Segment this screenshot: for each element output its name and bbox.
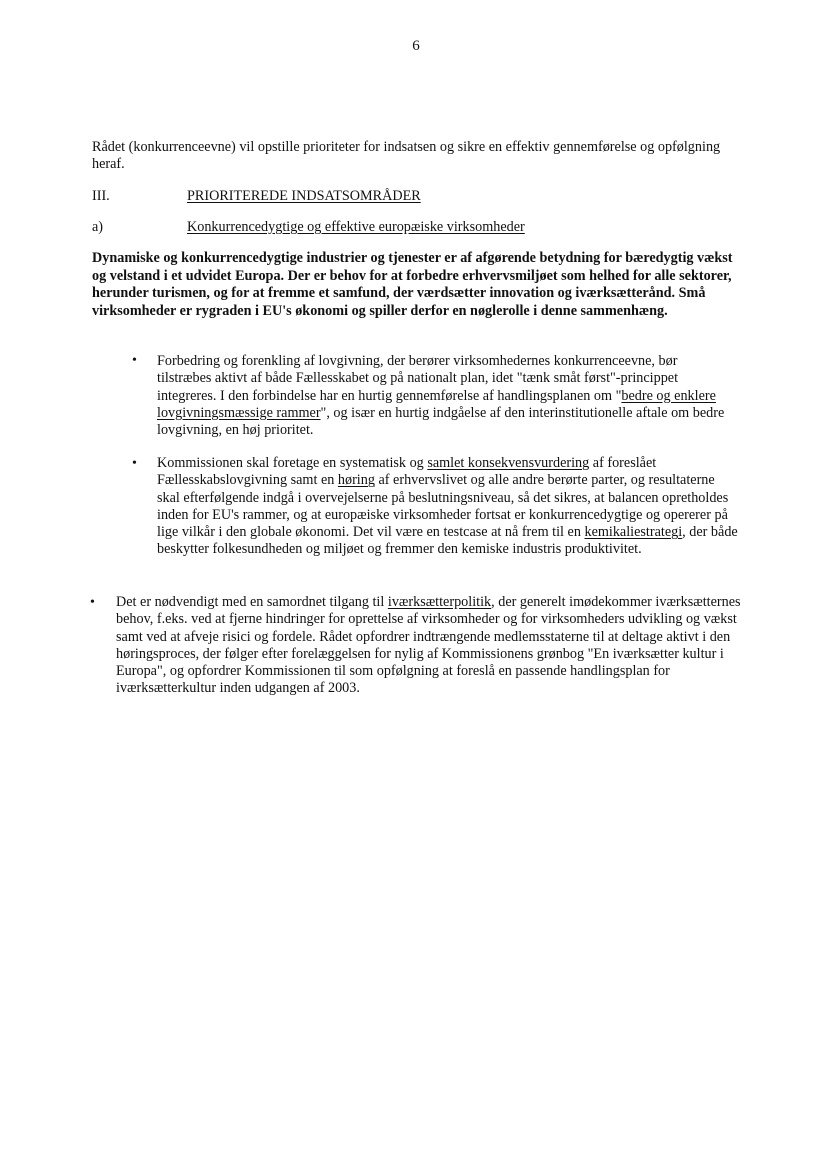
bold-paragraph: Dynamiske og konkurrencedygtige industrier og tjenester er af afgørende betydning for bæredygtig vækst og velstand i et udvidet Europa. Der er behov for at forbedre erhvervsmiljøet som helhed for alle sektorer, herunder turismen, og for at fremme et samfund, der værdsætter innovation og iværksætterånd. Små virksomheder er rygraden i EU's økonomi og spiller derfor en nøglerolle i denne sammenhæng. — [92, 250, 733, 319]
bullet-text: Forbedring og forenkling af lovgivning, der berører virksomhedernes konkurrenceevne, bør tilstræbes aktivt af både Fællesskabet og på nationalt plan, idet "tænk småt først"-princippet integreres. I den forbindelse har en hurtig gennemførelse af handlingsplanen om " — [157, 353, 679, 404]
bullet-marker: • — [132, 456, 137, 471]
intro-paragraph: Rådet (konkurrenceevne) vil opstille prioriteter for indsatsen og sikre en effektiv gennemførelse og opfølgning heraf. — [92, 139, 721, 172]
section-title: PRIORITEREDE INDSATSOMRÅDER — [187, 188, 421, 204]
bullet-item-entrepreneurship — [116, 594, 746, 698]
bullet-text: af erhvervslivet og alle andre berørte parter, og resultaterne skal efterfølgende indgå i overvejelserne på beslutningsniveau, så det sikres, at balancen opretholdes inden for EU's rammer, og at europæiske virksomheder fortsat er konkurrencedygtige og opererer på lige vilkår i den globale økonomi. Det vil være en testcase at nå frem til en — [157, 472, 729, 541]
bullet-text: af foreslået Fællesskabslovgivning samt en — [157, 455, 657, 489]
bullet-item-impact-assessment — [157, 455, 739, 559]
section-number: III. — [92, 188, 110, 204]
bullet-text: , der generelt imødekommer iværksætternes behov, f.eks. ved at fjerne hindringer for oprettelse af virksomheder og for virksomheders udvikling og vækst samt ved at afveje risici og fordele. Rådet opfordrer indtrængende medlemsstaterne til at deltage aktivt i den høringsproces, der følger efter forelæggelsen for nylig af Kommissionens grønbog "En iværksætter kultur i Europa", og opfordrer Kommissionen til som opfølgning at foreslå en passende handlingsplan for iværksætterkultur inden udgangen af 2003. — [116, 594, 741, 697]
bullet-text: ", og især en hurtig indgåelse af den interinstitutionelle aftale om bedre lovgivning, en høj prioritet. — [157, 404, 725, 439]
underlined-term: høring — [337, 472, 375, 489]
subsection-title: Konkurrencedygtige og effektive europæiske virksomheder — [187, 219, 525, 235]
bullet-text: , der både beskytter folkesundheden og miljøet og fremmer den kemiske industris produktivitet. — [157, 524, 738, 558]
underlined-term: kemikaliestrategi — [584, 524, 683, 541]
underlined-term: iværksætterpolitik — [387, 594, 492, 610]
underlined-term: samlet konsekvensvurdering — [427, 455, 590, 471]
bullet-marker: • — [90, 595, 95, 610]
page-number: 6 — [412, 38, 420, 54]
bullet-text: Det er nødvendigt med en samordnet tilgang til — [116, 594, 388, 610]
bullet-item-regulation — [157, 353, 733, 439]
subsection-letter: a) — [92, 219, 104, 235]
underlined-term: bedre og enklere lovgivningsmæssige rammer — [157, 387, 716, 421]
bullet-marker: • — [132, 353, 137, 368]
bullet-text: Kommissionen skal foretage en systematisk og — [157, 455, 428, 471]
